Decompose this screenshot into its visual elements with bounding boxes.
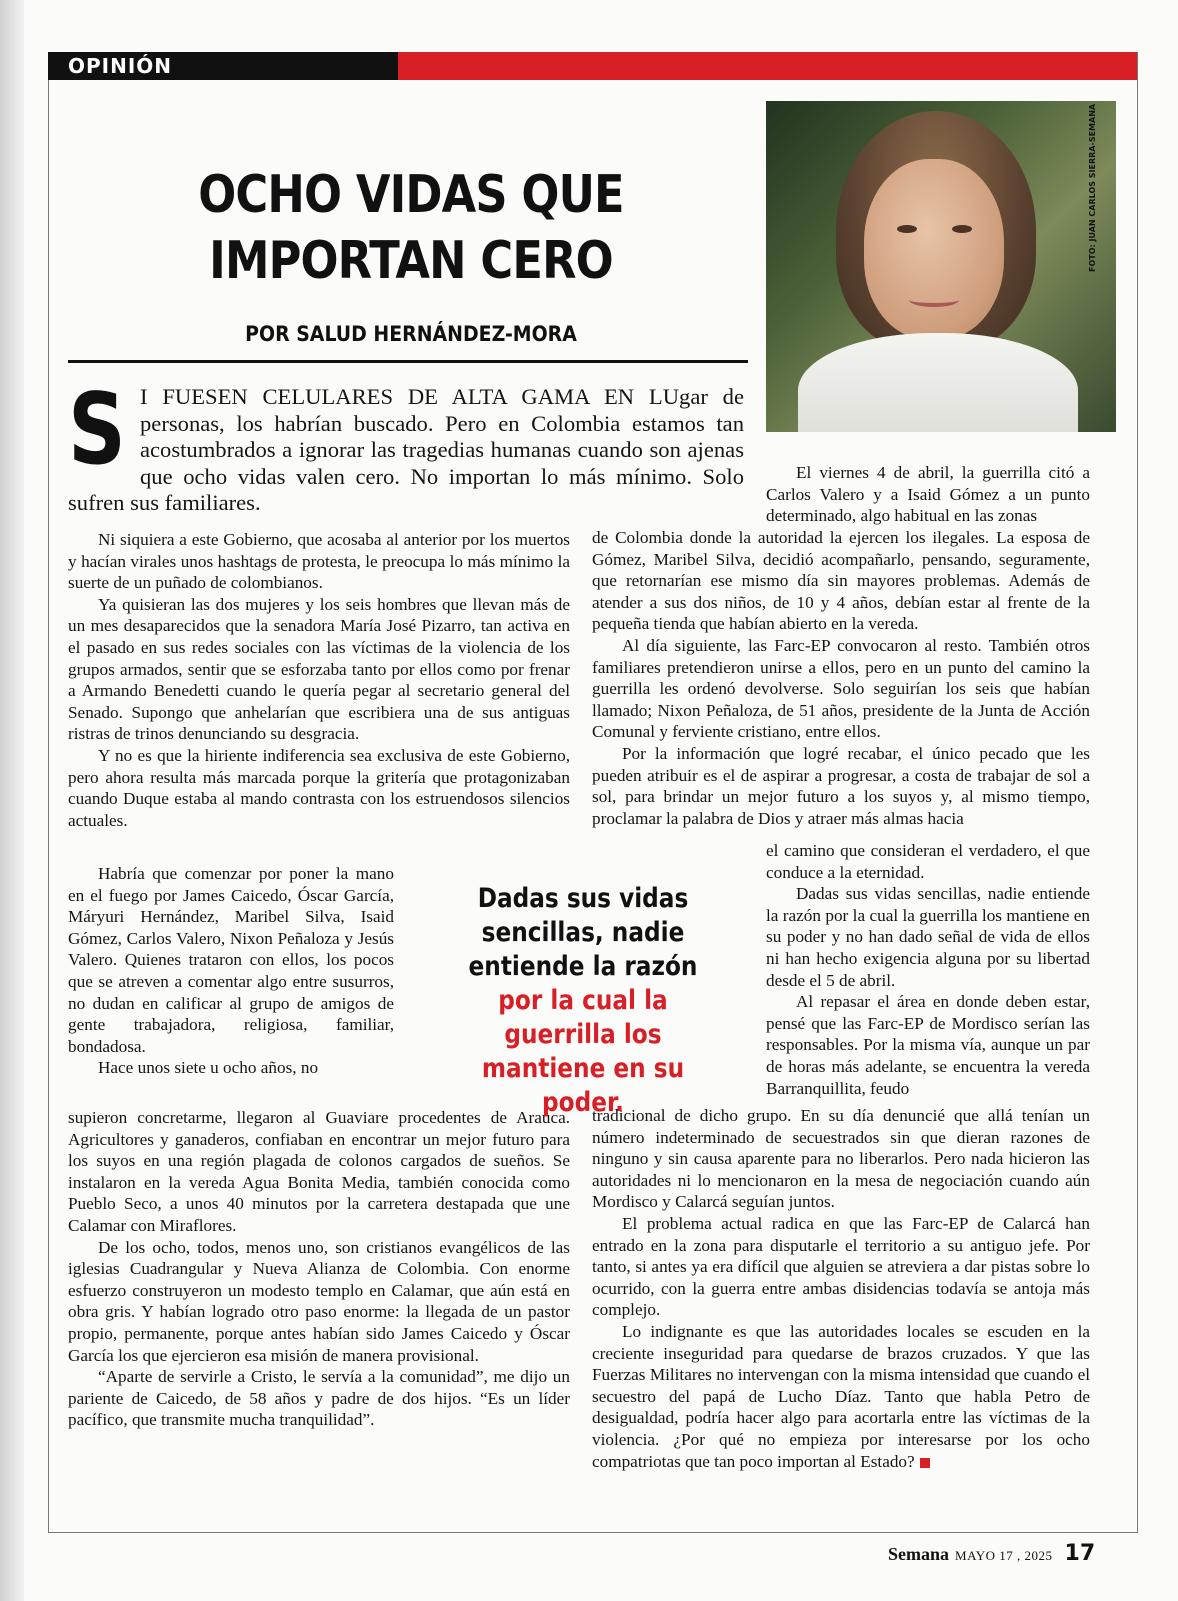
photo-shirt bbox=[798, 333, 1078, 432]
body-paragraph: Al día siguiente, las Farc-EP convocaron al resto. También otros familiares pretendieron unirse a ellos, pero en un punto del camino la guerrilla les ordenó devolverse. Solo seguirían los seis que habían llamado; Nixon Peñaloza, de 51 años, presidente de la Junta de Acción Comunal y ferviente cristiano, entre ellos. bbox=[592, 635, 1090, 742]
lede-text: I FUESEN CELULARES DE ALTA GAMA EN LUgar de personas, los habrían buscado. Pero en Colombia estamos tan acostumbrados a ignorar las tragedias humanas cuando son ajenas que ocho vidas valen cero. No importan lo más mínimo. Solo sufren sus familiares. bbox=[68, 384, 744, 516]
body-paragraph: de Colombia donde la autoridad la ejercen los ilegales. La esposa de Gómez, Maribel Silva, decidió acompañarlo, pensando, seguramente, que retornarían ese mismo día sin mayores problemas. Además de atender a sus dos niños, de 10 y 4 años, debían estar al frente de la pequeña tienda que habían abierto en la vereda. bbox=[592, 528, 1090, 634]
body-paragraph: Habría que comenzar por poner la mano en el fuego por James Caicedo, Óscar García, Máryuri Hernández, Maribel Silva, Isaid Gómez, Carlos Valero, Nixon Peñaloza y Jesús Valero. Quienes trataron con ellos, los pocos que se atreven a comentar algo entre susurros, no dudan en calificar al grupo de amigos de gente trabajadora, religiosa, familiar, bondadosa. bbox=[68, 864, 394, 1056]
photo-eye-right bbox=[952, 225, 972, 233]
section-label: OPINIÓN bbox=[68, 54, 173, 78]
magazine-name: Semana bbox=[888, 1544, 950, 1564]
body-paragraph: Ya quisieran las dos mujeres y los seis hombres que llevan más de un mes desaparecidos que la senadora María José Pizarro, tan activa en el pasado en sus redes sociales con las víctimas de la violencia de los grupos armados, sentir que se esforzaba tanto por ellos como por frenar a Armando Benedetti cuando le quería pegar al secretario general del Senado. Supongo que anhelarían que escribiera una de sus antiguas ristras de trinos denunciando su desgracia. bbox=[68, 594, 570, 744]
photo-credit: FOTO: JUAN CARLOS SIERRA-SEMANA bbox=[1088, 103, 1097, 272]
left-column-narrow bbox=[68, 863, 394, 1079]
page-spine-shadow bbox=[0, 0, 24, 1601]
section-label-box bbox=[48, 52, 398, 80]
body-paragraph: De los ocho, todos, menos uno, son cristianos evangélicos de las iglesias Cuadrangular y Nueva Alianza de Colombia. Con enorme esfuerzo construyeron un modesto templo en Calamar, que aún está en obra gris. Y habían logrado otro paso enorme: la llegada de un pastor propio, permanente, porque antes habían sido James Caicedo y Óscar García los que ejercieron esa misión de manera provisional. bbox=[68, 1237, 570, 1365]
pull-quote-black: Dadas sus vidas sencillas, nadie entiende la razón bbox=[468, 883, 698, 982]
body-paragraph: el camino que consideran el verdadero, el que conduce a la eternidad. bbox=[766, 841, 1090, 882]
right-column-wide bbox=[592, 527, 1090, 829]
drop-cap: S bbox=[68, 373, 126, 487]
headline-rule bbox=[68, 360, 748, 363]
issue-date: MAYO 17 , 2025 bbox=[955, 1548, 1053, 1563]
body-paragraph: supieron concretarme, llegaron al Guaviare procedentes de Arauca. Agricultores y ganaderos, confiaban en encontrar un mejor futuro para los suyos en una región plagada de colonos cargados de sueños. Se instalaron en la vereda Agua Bonita Media, también conocida como Pueblo Seco, a unos 40 minutos por la carretera destapada que une Calamar con Miraflores. bbox=[68, 1108, 570, 1235]
body-paragraph: Dadas sus vidas sencillas, nadie entiende la razón por la cual la guerrilla los mantiene en su poder y no han dado señal de vida de ellos ni han hecho exigencia alguna por su libertad desde el 5 de abril. bbox=[766, 884, 1090, 990]
end-mark-icon bbox=[920, 1458, 930, 1468]
section-bar bbox=[48, 52, 1137, 80]
body-paragraph: El viernes 4 de abril, la guerrilla citó a Carlos Valero y a Isaid Gómez a un punto determinado, algo habitual en las zonas bbox=[766, 463, 1090, 526]
byline: POR SALUD HERNÁNDEZ-MORA bbox=[245, 322, 577, 346]
right-column-narrow bbox=[766, 840, 1090, 1099]
body-paragraph: tradicional de dicho grupo. En su día denuncié que allá tenían un número indeterminado de secuestrados sin que dieran razones de ninguno y sin causa aparente para no liberarlos. Pero nada hicieron las autoridades ni lo mencionaron en la mesa de negociación cuando aún Mordisco y Calarcá seguían juntos. bbox=[592, 1106, 1090, 1212]
left-column-top bbox=[68, 529, 570, 831]
body-paragraph: Ni siquiera a este Gobierno, que acosaba al anterior por los muertos y hacían virales unos hashtags de protesta, le preocupa lo más mínimo la suerte de un puñado de colombianos. bbox=[68, 530, 570, 593]
right-column-under-photo bbox=[766, 462, 1090, 527]
body-paragraph: Hace unos siete u ocho años, no bbox=[98, 1058, 319, 1078]
body-paragraph: Por la información que logré recabar, el único pecado que les pueden atribuir es el de aspirar a progresar, a costa de trabajar de sol a sol, para brindar un mejor futuro a los suyos y, al mismo tiempo, proclamar la palabra de Dios y atraer más almas hacia bbox=[592, 743, 1090, 828]
pull-quote bbox=[446, 882, 719, 1120]
closing-text: Lo indignante es que las autoridades locales se escuden en la creciente inseguridad para quedarse de brazos cruzados. Y que las Fuerzas Militares no intervengan con la misma intensidad que cuando el secuestro del papá de Lucho Díaz. Tanto que habla Petro de desigualdad, podría hacer algo para acortarla entre las víctimas de la violencia. ¿Por qué no empieza por interesarse por los ocho compatriotas que tan poco importan al Estado? bbox=[592, 1321, 1090, 1471]
body-paragraph: “Aparte de servirle a Cristo, le servía a la comunidad”, me dijo un pariente de Caicedo, de 58 años y padre de dos hijos. “Es un líder pacífico, que transmite mucha tranquilidad”. bbox=[68, 1367, 570, 1430]
body-paragraph: El problema actual radica en que las Farc-EP de Calarcá han entrado en la zona para disputarle el territorio a su antiguo jefe. Por tanto, si antes ya era difícil que alguien se atreviera a dar pistas sobre lo ocurrido, con la guerra entre ambas disidencias todavía se antoja más complejo. bbox=[592, 1213, 1090, 1320]
left-column-bottom bbox=[68, 1107, 570, 1431]
photo-face bbox=[864, 159, 1004, 339]
photo-mouth bbox=[909, 293, 959, 307]
body-paragraph bbox=[592, 1321, 1090, 1472]
lede-paragraph bbox=[68, 373, 744, 517]
headline: OCHO VIDAS QUE IMPORTAN CERO bbox=[198, 165, 624, 291]
page-number: 17 bbox=[1064, 1541, 1096, 1566]
photo-eye-left bbox=[897, 225, 917, 233]
pull-quote-red: por la cual la guerrilla los mantiene en su poder. bbox=[481, 985, 685, 1118]
right-column-bottom bbox=[592, 1105, 1090, 1472]
author-photo bbox=[766, 101, 1116, 432]
body-paragraph: Y no es que la hiriente indiferencia sea exclusiva de este Gobierno, pero ahora resulta más marcada porque la gritería que protagonizaban cuando Duque estaba al mando contrasta con los estruendosos silencios actuales. bbox=[68, 745, 570, 830]
page-footer bbox=[888, 1541, 1095, 1571]
body-paragraph: Al repasar el área en donde deben estar, pensé que las Farc-EP de Mordisco serían las responsables. Por la misma vía, aunque un par de horas más adelante, se encuentra la vereda Barranquillita, feudo bbox=[766, 992, 1090, 1098]
